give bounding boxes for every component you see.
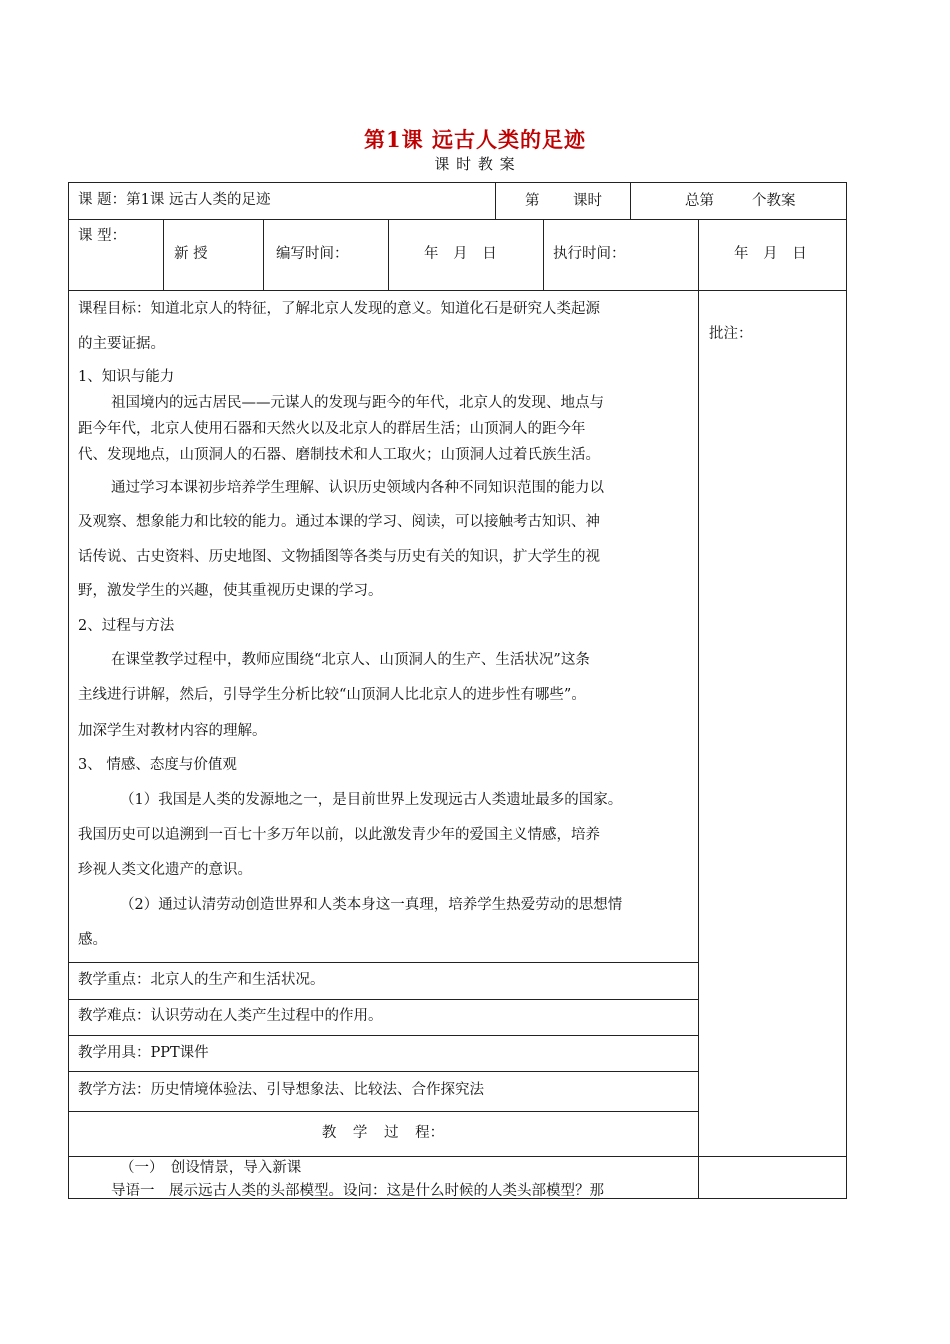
objective-line: 主线进行讲解，然后，引导学生分析比较“山顶洞人比北京人的进步性有哪些”。: [78, 687, 586, 703]
objective-line: （2）通过认清劳动创造世界和人类本身这一真理，培养学生热爱劳动的思想情: [120, 897, 623, 913]
cell-divider: [263, 219, 264, 290]
lesson-type-value: 新 授: [174, 246, 208, 262]
row-divider: [68, 1071, 698, 1072]
page-subtitle: 课 时 教 案: [434, 155, 516, 173]
cell-divider: [630, 182, 631, 219]
key-point: 教学重点：北京人的生产和生活状况。: [78, 972, 325, 988]
objective-heading: 2、过程与方法: [78, 618, 175, 634]
objective-line: 代、发现地点，山顶洞人的石器、磨制技术和人工取火；山顶洞人过着氏族生活。: [78, 447, 600, 463]
exec-date: 年 月 日: [734, 246, 807, 262]
objective-line: 及观察、想象能力和比较的能力。通过本课的学习、阅读，可以接触考古知识、神: [78, 514, 600, 530]
table-border: [68, 182, 847, 183]
cell-divider: [163, 219, 164, 290]
row-divider: [68, 1111, 698, 1112]
objective-line: 通过学习本课初步培养学生理解、认识历史领域内各种不同知识范围的能力以: [111, 480, 604, 496]
objective-heading: 3、 情感、态度与价值观: [78, 757, 237, 773]
teaching-tools: 教学用具：PPT课件: [78, 1045, 209, 1061]
objective-line: 话传说、古史资料、历史地图、文物插图等各类与历史有关的知识，扩大学生的视: [78, 549, 600, 565]
objective-line: 课程目标：知道北京人的特征，了解北京人发现的意义。知道化石是研究人类起源: [78, 301, 600, 317]
row-divider: [68, 962, 698, 963]
annotation-column-divider: [698, 219, 699, 1199]
plan-label: 个教案: [752, 193, 796, 209]
table-border: [68, 182, 69, 1199]
cell-divider: [388, 219, 389, 290]
objective-line: 珍视人类文化遗产的意识。: [78, 862, 252, 878]
row-divider: [68, 290, 847, 291]
page-title: 第1课 远古人类的足迹: [364, 127, 586, 152]
objective-heading: 1、知识与能力: [78, 369, 175, 385]
difficulty: 教学难点：认识劳动在人类产生过程中的作用。: [78, 1008, 383, 1024]
objective-line: 的主要证据。: [78, 336, 165, 352]
cell-divider: [543, 219, 544, 290]
objective-line: 距今年代，北京人使用石器和天然火以及北京人的群居生活；山顶洞人的距今年: [78, 421, 586, 437]
process-line: （一） 创设情景，导入新课: [120, 1160, 302, 1176]
table-border: [846, 182, 847, 1199]
write-date: 年 月 日: [424, 246, 497, 262]
lesson-type-label: 课 型：: [78, 228, 127, 244]
objective-line: 祖国境内的远古居民——元谋人的发现与距今的年代，北京人的发现、地点与: [111, 395, 604, 411]
row-divider: [68, 999, 698, 1000]
teaching-methods: 教学方法：历史情境体验法、引导想象法、比较法、合作探究法: [78, 1082, 484, 1098]
objective-line: 加深学生对教材内容的理解。: [78, 723, 267, 739]
objective-line: 我国历史可以追溯到一百七十多万年以前，以此激发青少年的爱国主义情感，培养: [78, 827, 600, 843]
objective-line: 感。: [78, 932, 107, 948]
objective-line: 在课堂教学过程中，教师应围绕“北京人、山顶洞人的生产、生活状况”这条: [111, 652, 590, 668]
process-title: 教 学 过 程：: [321, 1125, 445, 1141]
period-label: 课时: [573, 193, 602, 209]
total-number-label: 总第: [685, 193, 714, 209]
objective-line: 野，激发学生的兴趣，使其重视历史课的学习。: [78, 583, 383, 599]
objective-line: （1）我国是人类的发源地之一，是目前世界上发现远古人类遗址最多的国家。: [120, 792, 623, 808]
row-divider: [68, 1035, 698, 1036]
exec-time-label: 执行时间：: [553, 246, 626, 262]
process-line: 导语一 展示远古人类的头部模型。设问：这是什么时候的人类头部模型？那: [111, 1183, 604, 1199]
cell-divider: [495, 182, 496, 219]
row-divider: [68, 219, 847, 220]
lesson-plan-table: [68, 182, 847, 1199]
write-time-label: 编写时间：: [276, 246, 349, 262]
period-number-label: 第: [525, 193, 540, 209]
annotation-label: 批注：: [709, 326, 753, 342]
lesson-label: 课 题：第1课 远古人类的足迹: [78, 192, 271, 208]
